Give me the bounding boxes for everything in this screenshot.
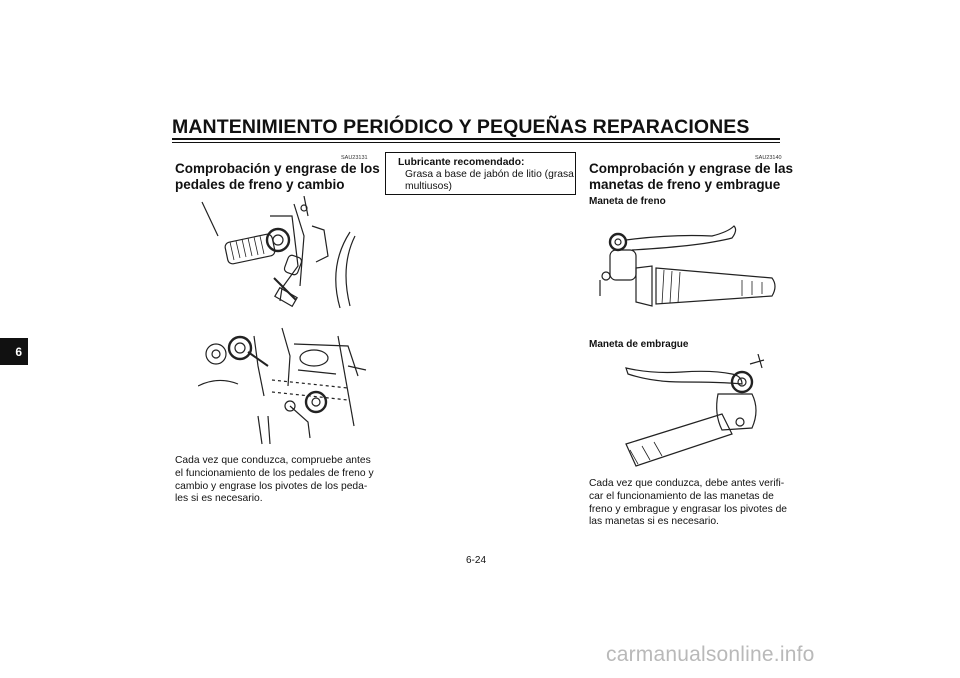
- text-line: car el funcionamiento de las manetas de: [589, 490, 774, 502]
- text-line: las manetas si es necesario.: [589, 516, 719, 528]
- clutch-lever-illustration: [622, 354, 780, 472]
- header-rule: [172, 138, 780, 140]
- lubricant-title: Lubricante recomendado:: [398, 157, 525, 168]
- text-line: freno y embrague y engrasar los pivotes de: [589, 503, 788, 515]
- title-line: manetas de freno y embrague: [589, 176, 781, 192]
- title-line: Comprobación y engrase de los: [175, 161, 380, 176]
- lubricant-line: Grasa a base de jabón de litio (grasa: [405, 169, 574, 180]
- section-code: SAU23140: [755, 155, 782, 161]
- text-line: Cada vez que conduzca, compruebe antes: [175, 455, 371, 466]
- chapter-tab: 6: [0, 338, 28, 365]
- pedals-description: [175, 455, 374, 506]
- header-rule-thin: [172, 142, 780, 143]
- levers-description: [589, 478, 788, 529]
- text-line: Cada vez que conduzca, debe antes verifi-: [589, 478, 785, 489]
- brake-lever-label: Maneta de freno: [589, 196, 666, 207]
- text-line: cambio y engrase los pivotes de los peda-: [175, 480, 368, 492]
- watermark: carmanualsonline.info: [606, 643, 815, 666]
- brake-pedal-illustration: [200, 196, 370, 314]
- section-title-levers: [589, 161, 793, 192]
- text-line: les si es necesario.: [175, 493, 263, 505]
- title-line: Comprobación y engrase de las: [589, 161, 794, 176]
- clutch-lever-label: Maneta de embrague: [589, 339, 689, 350]
- shift-pedal-illustration: [198, 326, 370, 446]
- brake-lever-illustration: [592, 220, 782, 312]
- section-title-pedals: [175, 161, 380, 192]
- title-line: pedales de freno y cambio: [175, 176, 345, 192]
- text-line: el funcionamiento de los pedales de freno y: [175, 467, 374, 479]
- page-number: 6-24: [466, 555, 487, 566]
- section-code: SAU23131: [341, 155, 368, 161]
- recommended-lubricant-box: [385, 152, 576, 195]
- lubricant-line: multiusos): [405, 181, 452, 192]
- page-title: MANTENIMIENTO PERIÓDICO Y PEQUEÑAS REPARACIONES: [172, 116, 750, 138]
